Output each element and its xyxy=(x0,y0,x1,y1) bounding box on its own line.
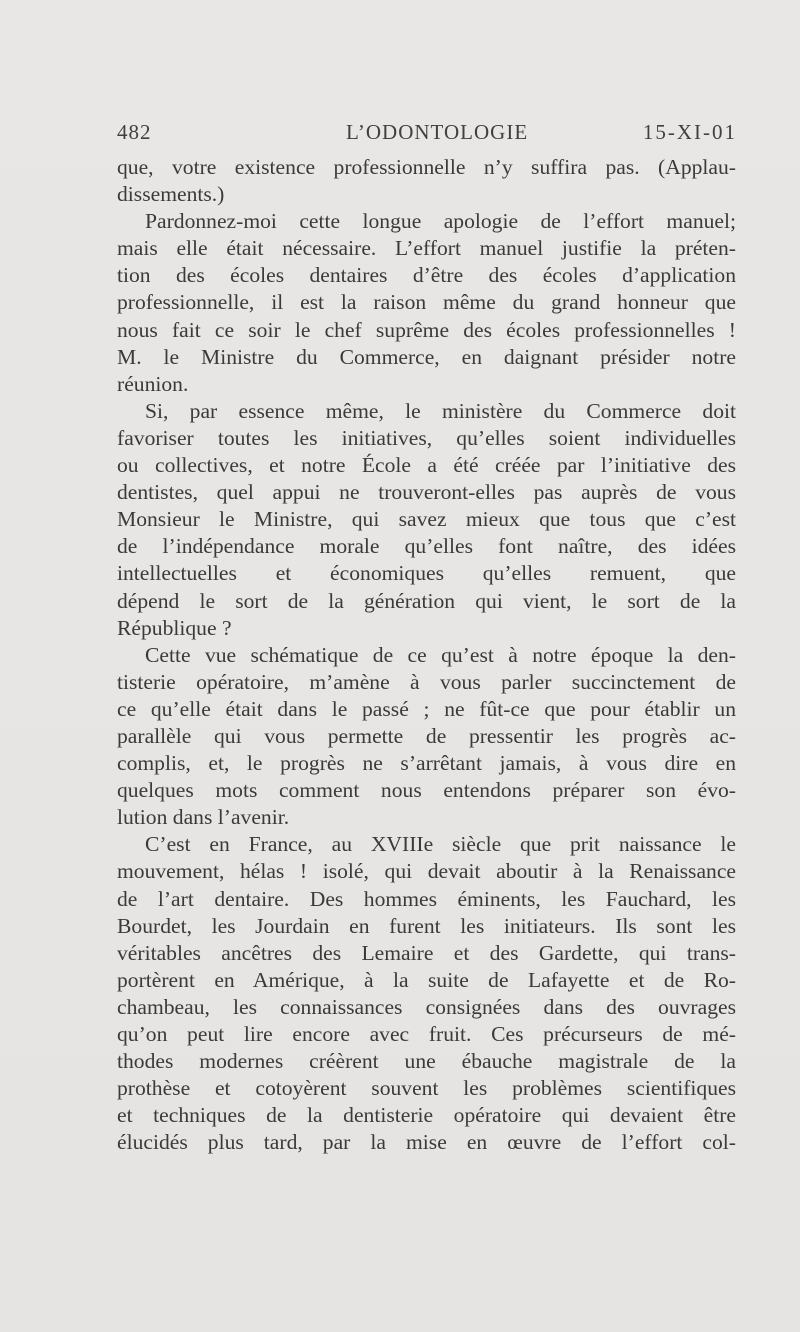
text-line: de l’indépendance morale qu’elles font naître, des idées xyxy=(117,534,736,559)
text-line: dépend le sort de la génération qui vient, le sort de la xyxy=(117,588,736,613)
text-line: qu’on peut lire encore avec fruit. Ces précurseurs de mé- xyxy=(117,1022,736,1046)
page-number: 482 xyxy=(117,120,152,144)
text-line: que, votre existence professionnelle n’y suffira pas. (Applau- xyxy=(117,155,736,179)
text-line: Cette vue schématique de ce qu’est à notre époque la den- xyxy=(145,642,736,667)
running-header xyxy=(117,120,737,148)
text-line: M. le Ministre du Commerce, en daignant présider notre xyxy=(117,344,736,369)
text-line: lution dans l’avenir. xyxy=(117,805,290,830)
issue-date: 15-XI-01 xyxy=(642,120,737,144)
body-text xyxy=(117,154,736,1156)
text-line: professionnelle, il est la raison même du grand honneur que xyxy=(117,290,736,315)
text-line: complis, et, le progrès ne s’arrêtant jamais, à vous dire en xyxy=(117,751,736,776)
text-line: Bourdet, les Jourdain en furent les initiateurs. Ils sont les xyxy=(117,913,736,938)
text-line: portèrent en Amérique, à la suite de Lafayette et de Ro- xyxy=(117,967,736,992)
text-line: et techniques de la dentisterie opératoire qui devaient être xyxy=(117,1103,736,1128)
text-line: Monsieur le Ministre, qui savez mieux que tous que c’est xyxy=(117,507,736,532)
text-line: Pardonnez-moi cette longue apologie de l’effort manuel; xyxy=(145,209,736,234)
text-line: tisterie opératoire, m’amène à vous parler succinctement de xyxy=(117,669,736,694)
text-line: élucidés plus tard, par la mise en œuvre de l’effort col- xyxy=(117,1130,736,1155)
text-line: tion des écoles dentaires d’être des écoles d’application xyxy=(117,263,736,288)
text-line: parallèle qui vous permette de pressentir les progrès ac- xyxy=(117,723,736,748)
text-line: chambeau, les connaissances consignées dans des ouvrages xyxy=(117,994,736,1019)
text-line: C’est en France, au XVIIIe siècle que prit naissance le xyxy=(145,832,736,857)
text-line: prothèse et cotoyèrent souvent les problèmes scientifiques xyxy=(117,1076,736,1101)
running-title: L’ODONTOLOGIE xyxy=(346,120,529,144)
text-line: dissements.) xyxy=(117,182,225,207)
text-line: Si, par essence même, le ministère du Commerce doit xyxy=(145,398,736,423)
text-line: de l’art dentaire. Des hommes éminents, les Fauchard, les xyxy=(117,886,736,911)
text-line: République ? xyxy=(117,615,232,640)
text-line: mouvement, hélas ! isolé, qui devait aboutir à la Renaissance xyxy=(117,859,736,884)
text-line: nous fait ce soir le chef suprême des écoles professionnelles ! xyxy=(117,317,736,342)
text-line: thodes modernes créèrent une ébauche magistrale de la xyxy=(117,1049,736,1074)
text-line: véritables ancêtres des Lemaire et des Gardette, qui trans- xyxy=(117,940,736,965)
text-line: dentistes, quel appui ne trouveront-elles pas auprès de vous xyxy=(117,480,736,505)
text-line: quelques mots comment nous entendons préparer son évo- xyxy=(117,778,736,803)
text-line: réunion. xyxy=(117,371,189,396)
text-line: favoriser toutes les initiatives, qu’elles soient individuelles xyxy=(117,425,736,450)
text-line: ce qu’elle était dans le passé ; ne fût-ce que pour établir un xyxy=(117,696,736,721)
text-line: mais elle était nécessaire. L’effort manuel justifie la préten- xyxy=(117,236,736,261)
text-line: intellectuelles et économiques qu’elles remuent, que xyxy=(117,561,736,586)
text-line: ou collectives, et notre École a été créée par l’initiative des xyxy=(117,453,736,478)
